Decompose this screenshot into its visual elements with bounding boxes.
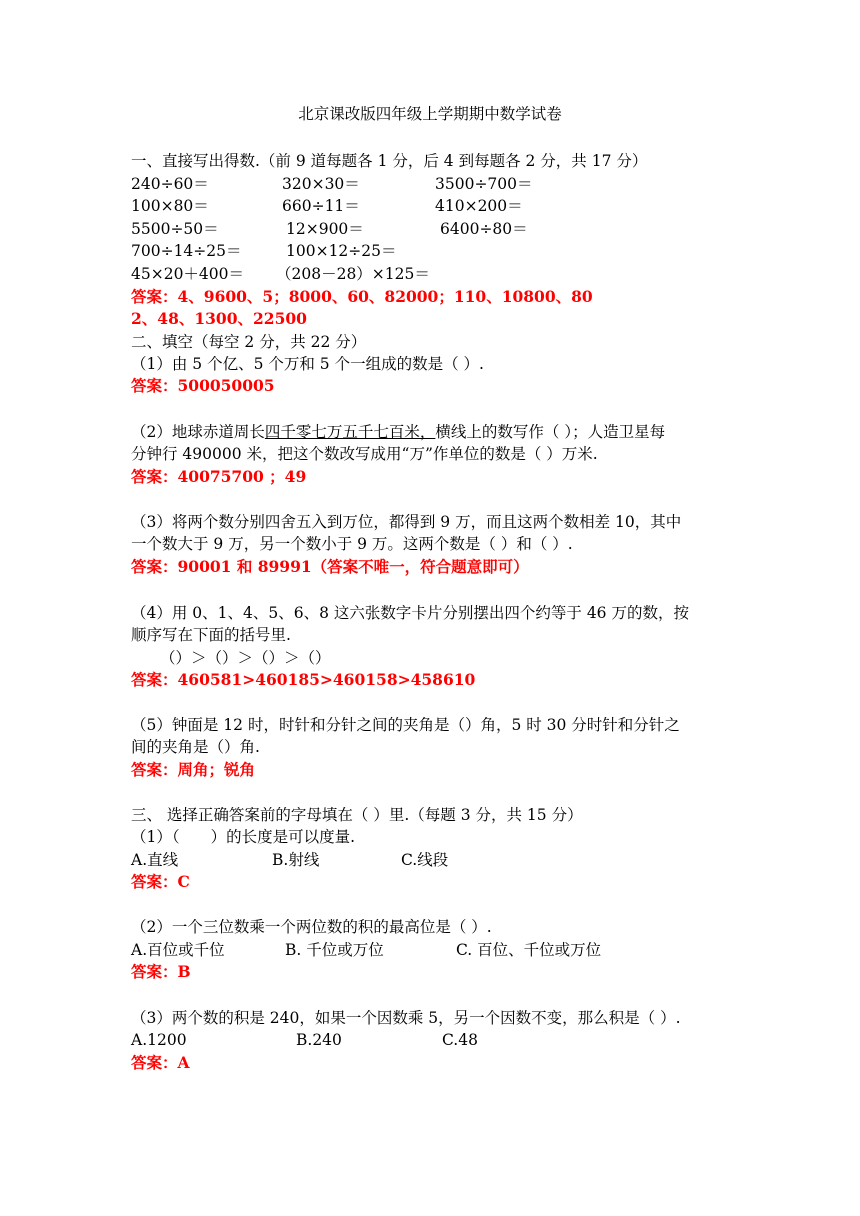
answer-text: 答案：B [131,962,191,981]
option-text: A.百位或千位 [131,941,225,959]
answer-text: 答案：C [131,872,190,891]
question-text: （2）一个三位数乘一个两位数的积的最高位是（ ）. [131,918,492,936]
answer-text: 2、48、1300、22500 [131,309,307,328]
option-text: A.1200 [131,1031,187,1049]
question-text: （1）（ ）的长度是可以度量. [131,828,356,846]
option-text: A.直线 [131,851,179,869]
question-text: （3）两个数的积是 240，如果一个因数乘 5，另一个因数不变，那么积是（ ）. [131,1009,681,1027]
option-text: B. 千位或万位 [285,941,384,959]
question-text: 分钟行 490000 米，把这个数改写成用“万”作单位的数是（ ）万米. [131,445,598,463]
section3-heading: 三、 选择正确答案前的字母填在（ ）里.（每题 3 分，共 15 分） [131,806,583,824]
question-fragment: （2）地球赤道周长 [131,423,265,441]
answer-text: 答案：90001 和 89991（答案不唯一，符合题意即可） [131,557,529,576]
page-title: 北京课改版四年级上学期期中数学试卷 [298,105,562,123]
question-text: 间的夹角是（）角. [131,738,260,756]
calc-item: 6400÷80＝ [440,220,528,238]
calc-item: 3500÷700＝ [435,175,533,193]
section2-heading: 二、填空（每空 2 分，共 22 分） [131,333,367,351]
question-text: （3）将两个数分别四舍五入到万位，都得到 9 万，而且这两个数相差 10，其中 [131,513,682,531]
answer-text: 答案：周角；锐角 [131,760,256,779]
calc-item: （208－28）×125＝ [276,265,430,283]
calc-item: 100×12÷25＝ [286,242,397,260]
calc-item: 320×30＝ [282,175,360,193]
question-text: （1）由 5 个亿、5 个万和 5 个一组成的数是（ ）. [131,355,484,373]
calc-item: 100×80＝ [131,197,209,215]
calc-item: 240÷60＝ [131,175,209,193]
question-text: 顺序写在下面的括号里. [131,626,291,644]
question-text [131,422,665,442]
option-text: C.48 [442,1031,478,1049]
calc-item: 5500÷50＝ [131,220,219,238]
answer-text: 答案：40075700 ；49 [131,467,307,486]
section1-heading: 一、直接写出得数.（前 9 道每题各 1 分，后 4 到每题各 2 分，共 17 分） [131,152,648,170]
calc-item: 700÷14÷25＝ [131,242,242,260]
calc-item: 12×900＝ [286,220,364,238]
option-text: C. 百位、千位或万位 [456,941,602,959]
question-text: （5）钟面是 12 时，时针和分针之间的夹角是（）角，5 时 30 分时针和分针之 [131,716,680,734]
option-text: B.射线 [272,851,320,869]
answer-text: 答案：460581>460185>460158>458610 [131,670,476,689]
answer-text: 答案：A [131,1053,190,1072]
question-fragment: 横线上的数写作（ ）；人造卫星每 [435,423,666,441]
option-text: C.线段 [401,851,449,869]
calc-item: 660÷11＝ [282,197,360,215]
calc-item: 410×200＝ [435,197,523,215]
question-text: （4）用 0、1、4、5、6、8 这六张数字卡片分别摆出四个约等于 46 万的数，按 [131,604,689,622]
calc-item: 45×20＋400＝ [131,265,245,283]
answer-text: 答案：500050005 [131,376,275,395]
question-text: 一个数大于 9 万，另一个数小于 9 万。这两个数是（ ）和（ ）. [131,535,573,553]
answer-text: 答案：4、9600、5；8000、60、82000；110、10800、80 [131,287,593,306]
option-text: B.240 [296,1031,342,1049]
underlined-phrase: 四千零七万五千七百米， [264,423,436,441]
question-text: （）＞（）＞（）＞（） [160,649,331,667]
